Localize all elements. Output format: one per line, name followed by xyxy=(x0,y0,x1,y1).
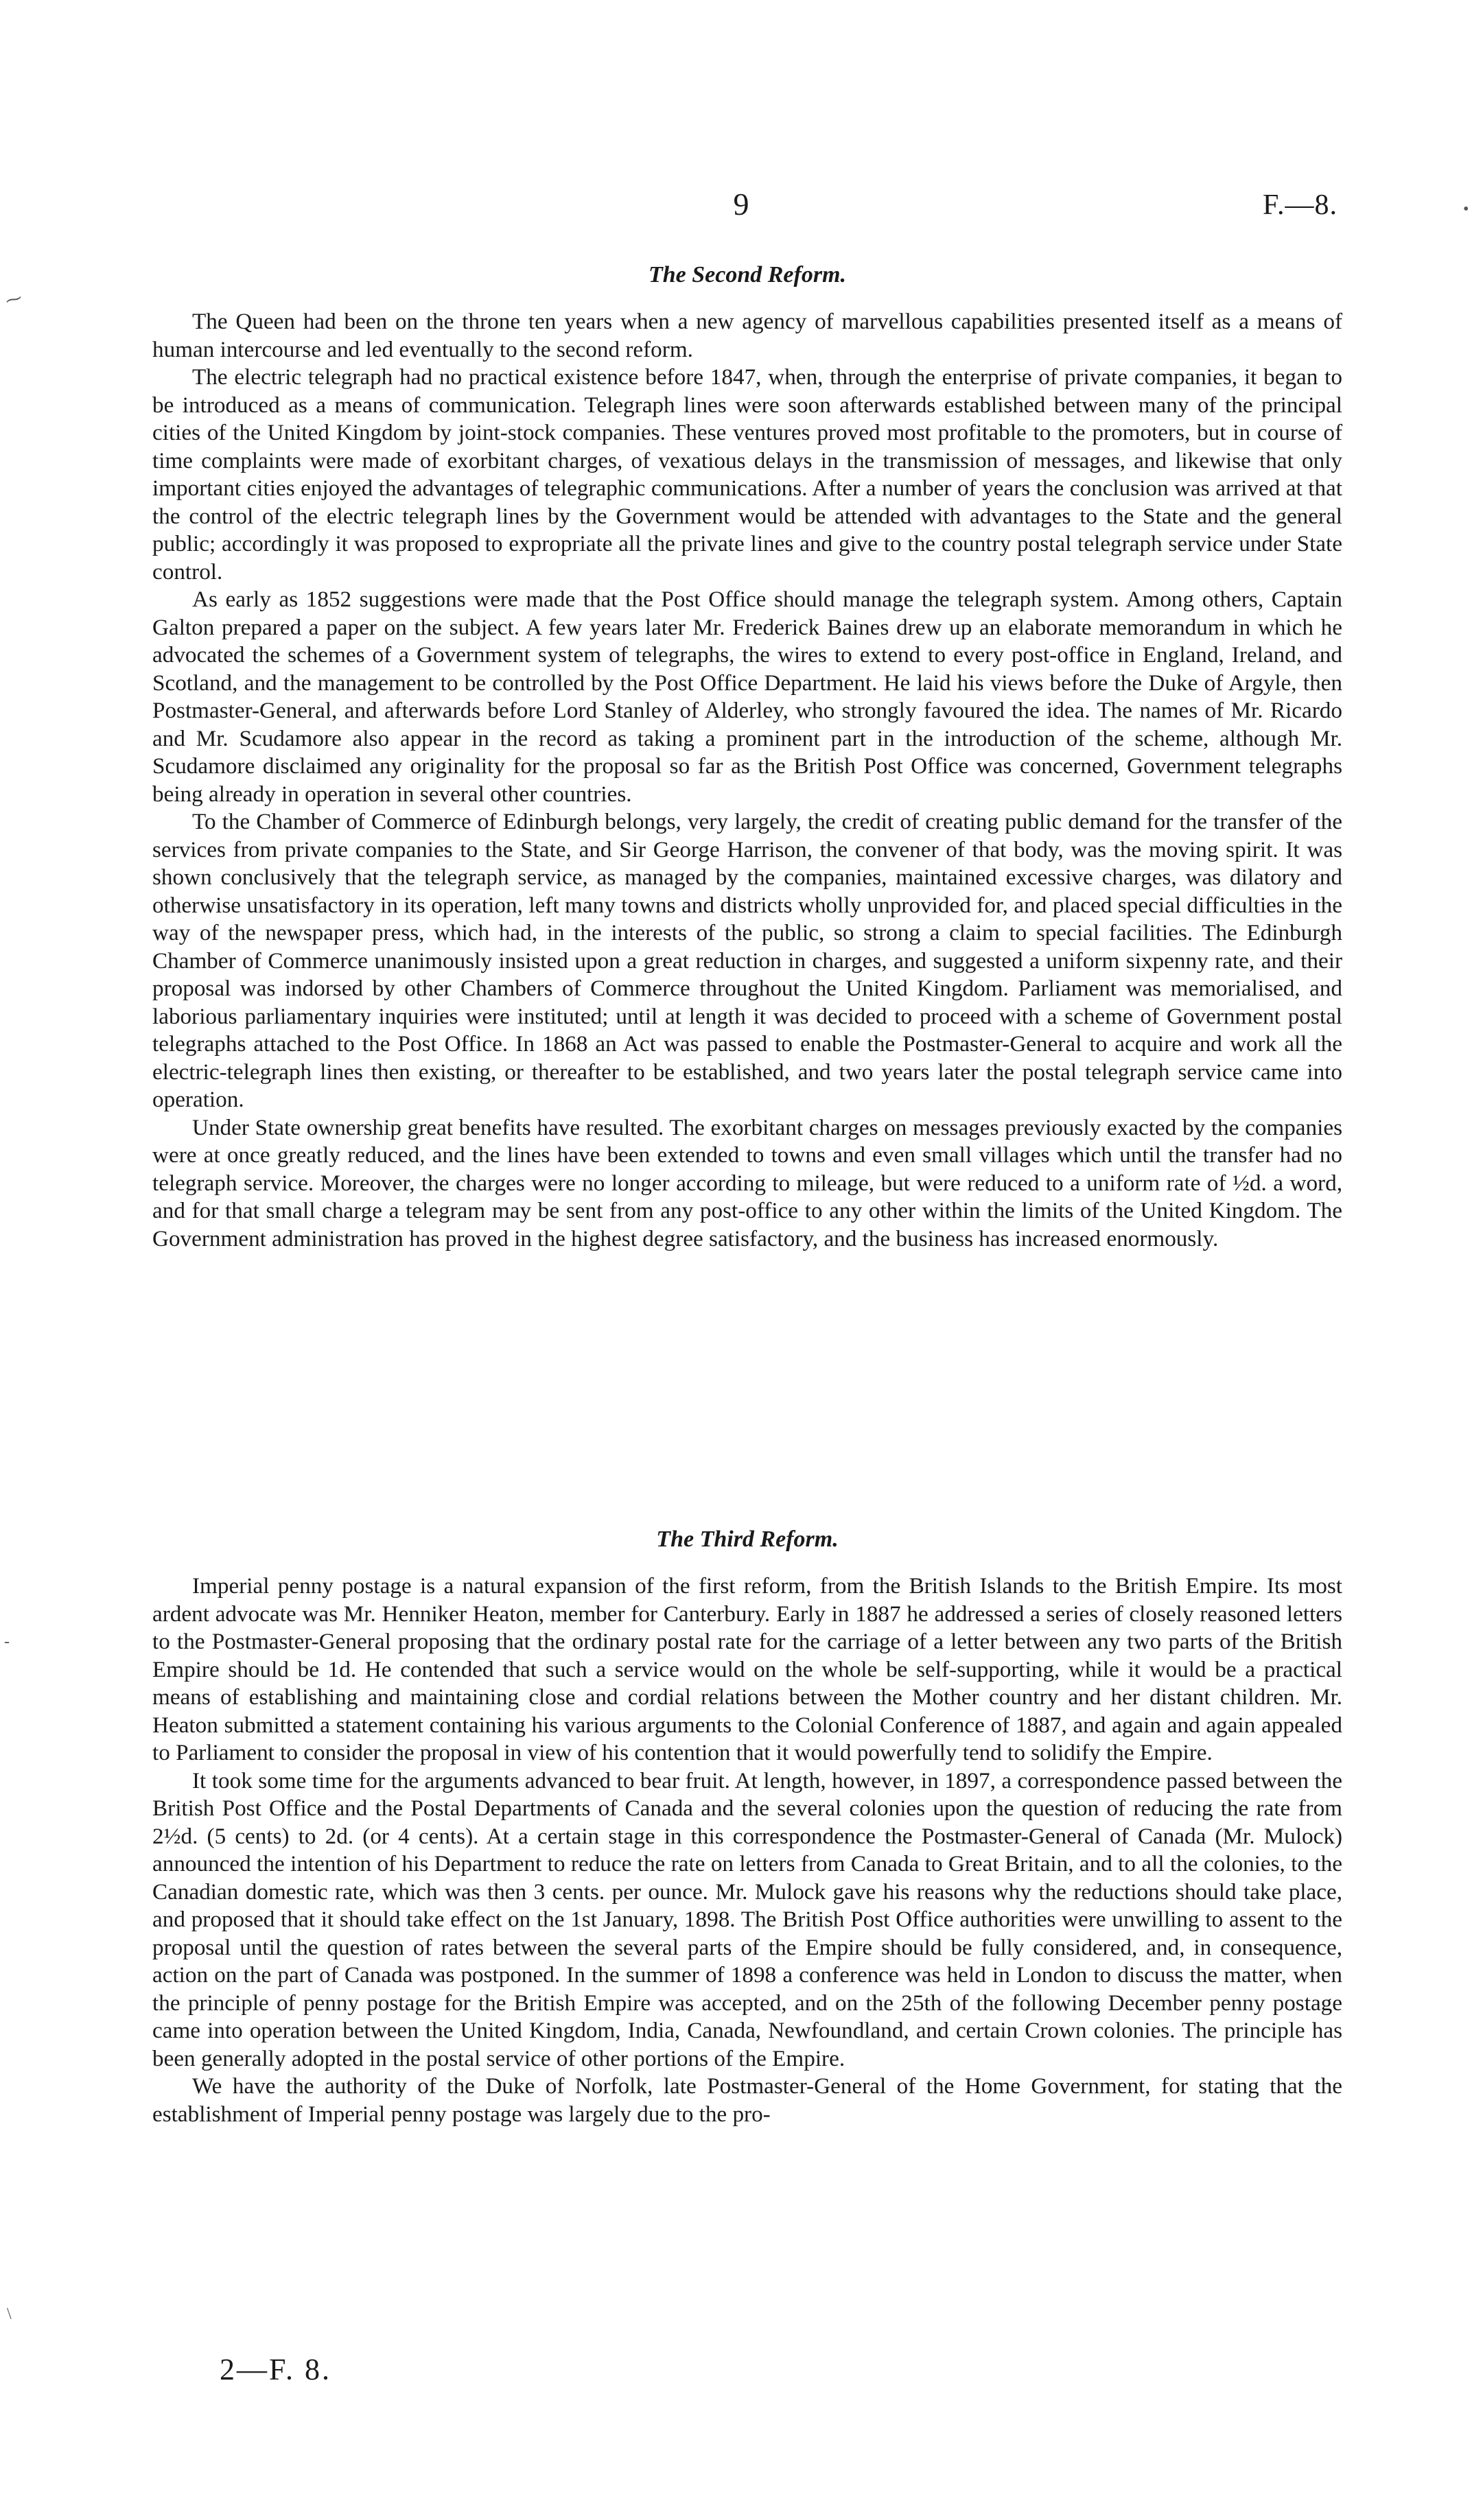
paragraph: We have the authority of the Duke of Norfolk, late Postmaster-General of the Home Government, for stating that the establishment of Imperial penny postage was largely due to the pro- xyxy=(152,2073,1342,2127)
margin-pencil-mark: ⁓ xyxy=(3,289,25,311)
page-number: 9 xyxy=(733,187,749,222)
paragraph: The electric telegraph had no practical existence before 1847, when, through the enterprise of private companies, it began to be introduced as a means of communication. Telegraph lines were soon afterwards established between many of the principal cities of the United Kingdom by joint-stock companies. These ventures proved most profitable to the promoters, but in course of time complaints were made of exorbitant charges, of vexatious delays in the transmission of messages, and likewise that only important cities enjoyed the advantages of telegraphic communications. After a number of years the conclusion was arrived at that the control of the electric telegraph lines by the Government would be attended with advantages to the State and the general public; accordingly it was proposed to expropriate all the private lines and give to the country postal telegraph service under State control. xyxy=(152,364,1342,585)
paragraph: It took some time for the arguments advanced to bear fruit. At length, however, in 1897, a correspondence passed between the British Post Office and the Postal Departments of Canada and the several colonies upon the question of reducing the rate from 2½d. (5 cents) to 2d. (or 4 cents). At a certain stage in this correspondence the Postmaster-General of Canada (Mr. Mulock) announced the intention of his Department to reduce the rate on letters from Canada to Great Britain, and to all the colonies, to the Canadian domestic rate, which was then 3 cents. per ounce. Mr. Mulock gave his reasons why the reductions should take place, and proposed that it should take effect on the 1st January, 1898. The British Post Office authorities were unwilling to assent to the proposal until the question of rates between the several parts of the Empire should be fully considered, and, in consequence, action on the part of Canada was postponed. In the summer of 1898 a conference was held in London to discuss the matter, when the principle of penny postage for the British Empire was accepted, and on the 25th of the following December penny postage came into operation between the United Kingdom, India, Canada, Newfoundland, and certain Crown colonies. The principle has been generally adopted in the postal service of other portions of the Empire. xyxy=(152,1767,1342,2071)
document-reference: F.—8. xyxy=(1263,189,1338,221)
paragraph: As early as 1852 suggestions were made that the Post Office should manage the telegraph system. Among others, Captain Galton prepared a paper on the subject. A few years later Mr. Frederick Baines drew up an elaborate memorandum in which he advocated the schemes of a Government system of telegraphs, the wires to extend to every post-office in England, Ireland, and Scotland, and the management to be controlled by the Post Office Department. He laid his views before the Duke of Argyle, then Postmaster-General, and afterwards before Lord Stanley of Alderley, who strongly favoured the idea. The names of Mr. Ricardo and Mr. Scudamore also appear in the record as taking a prominent part in the introduction of the scheme, although Mr. Scudamore disclaimed any originality for the proposal so far as the British Post Office was concerned, Government telegraphs being already in operation in several other countries. xyxy=(152,587,1342,807)
footer-reference: 2—F. 8. xyxy=(220,2353,331,2386)
second-reform-section xyxy=(152,262,1342,1253)
paragraph: The Queen had been on the throne ten years when a new agency of marvellous capabilities presented itself as a means of human intercourse and led eventually to the second reform. xyxy=(152,309,1342,362)
third-reform-section xyxy=(152,1527,1342,2128)
paragraph: Under State ownership great benefits have resulted. The exorbitant charges on messages previously exacted by the companies were at once greatly reduced, and the lines have been extended to towns and even small villages which until the transfer had no telegraph service. Moreover, the charges were no longer according to mileage, but were reduced to a uniform rate of ½d. a word, and for that small charge a telegram may be sent from any post-office to any other within the limits of the United Kingdom. The Government administration has proved in the highest degree satisfactory, and the business has increased enormously. xyxy=(152,1114,1342,1251)
margin-speck: • xyxy=(1463,200,1469,218)
margin-tick: \ xyxy=(7,2305,12,2323)
paragraph: Imperial penny postage is a natural expansion of the first reform, from the British Islands to the British Empire. Its most ardent advocate was Mr. Henniker Heaton, member for Canterbury. Early in 1887 he addressed a series of closely reasoned letters to the Postmaster-General proposing that the ordinary postal rate for the carriage of a letter between any two parts of the British Empire should be 1d. He contended that such a service would on the whole be self-supporting, while it would be a practical means of establishing and maintaining close and cordial relations between the Mother country and her distant children. Mr. Heaton submitted a statement containing his various arguments to the Colonial Conference of 1887, and again and again appealed to Parliament to consider the proposal in view of his contention that it would powerfully tend to solidify the Empire. xyxy=(152,1573,1342,1766)
paragraph: To the Chamber of Commerce of Edinburgh belongs, very largely, the credit of creating public demand for the transfer of the services from private companies to the State, and Sir George Harrison, the convener of that body, was the moving spirit. It was shown conclusively that the telegraph service, as managed by the companies, maintained excessive charges, was dilatory and otherwise unsatisfactory in its operation, left many towns and districts wholly unprovided for, and placed special difficulties in the way of the newspaper press, which had, in the interests of the public, so strong a claim to special facilities. The Edinburgh Chamber of Commerce unanimously insisted upon a great reduction in charges, and suggested a uniform sixpenny rate, and their proposal was indorsed by other Chambers of Commerce throughout the United Kingdom. Parliament was memorialised, and laborious parliamentary inquiries were instituted; until at length it was decided to proceed with a scheme of Government postal telegraphs attached to the Post Office. In 1868 an Act was passed to enable the Postmaster-General to acquire and work all the electric-telegraph lines then existing, or thereafter to be established, and two years later the postal telegraph service came into operation. xyxy=(152,809,1342,1113)
margin-tick: - xyxy=(4,1633,10,1651)
section-title-second-reform: The Second Reform. xyxy=(648,262,847,287)
section-title-third-reform: The Third Reform. xyxy=(656,1527,839,1552)
